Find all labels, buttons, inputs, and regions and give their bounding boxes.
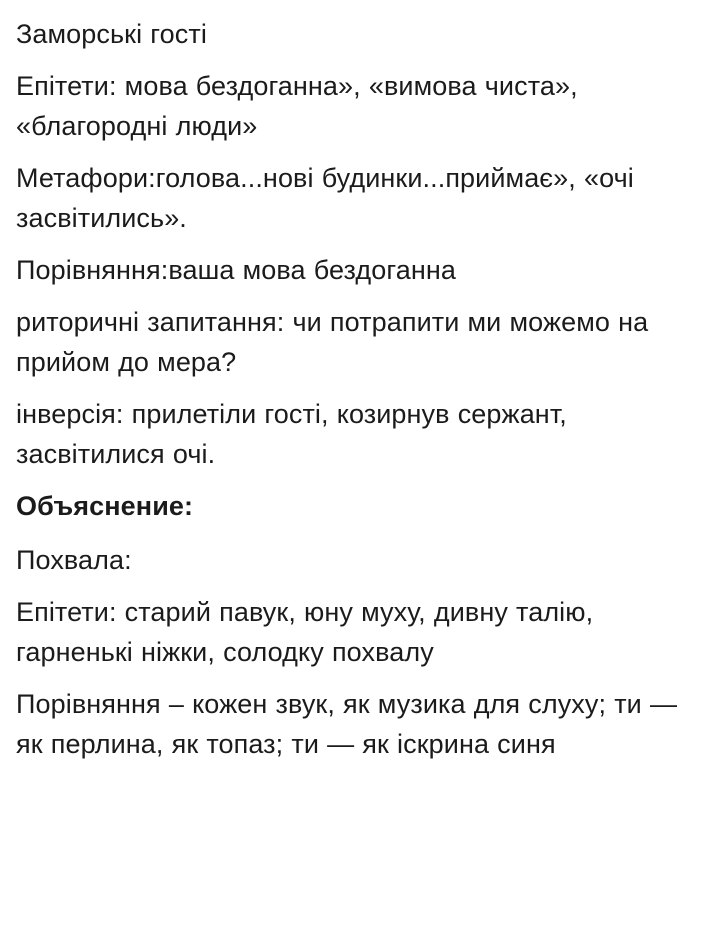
comparison-paragraph: Порівняння:ваша мова бездоганна bbox=[16, 255, 456, 285]
rhetorical-questions-paragraph: риторичні запитання: чи потрапити ми можемо на прийом до мера? bbox=[16, 307, 649, 377]
story-title: Заморські гості bbox=[16, 19, 207, 49]
inversion-paragraph: інверсія: прилетіли гості, козирнув сержант, засвітилися очі. bbox=[16, 399, 567, 469]
explanation-heading: Объяснение: bbox=[16, 491, 194, 521]
praise-heading: Похвала: bbox=[16, 545, 132, 575]
praise-comparison-paragraph: Порівняння – кожен звук, як музика для слуху; ти — як перлина, як топаз; ти — як іскрина синя bbox=[16, 689, 678, 759]
metaphors-paragraph: Метафори:голова...нові будинки...приймає», «очі засвітились». bbox=[16, 163, 634, 233]
answer-document bbox=[16, 14, 692, 776]
praise-epithets-paragraph: Епітети: старий павук, юну муху, дивну талію, гарненькі ніжки, солодку похвалу bbox=[16, 597, 594, 667]
epithets-paragraph: Епітети: мова бездоганна», «вимова чиста», «благородні люди» bbox=[16, 71, 578, 141]
